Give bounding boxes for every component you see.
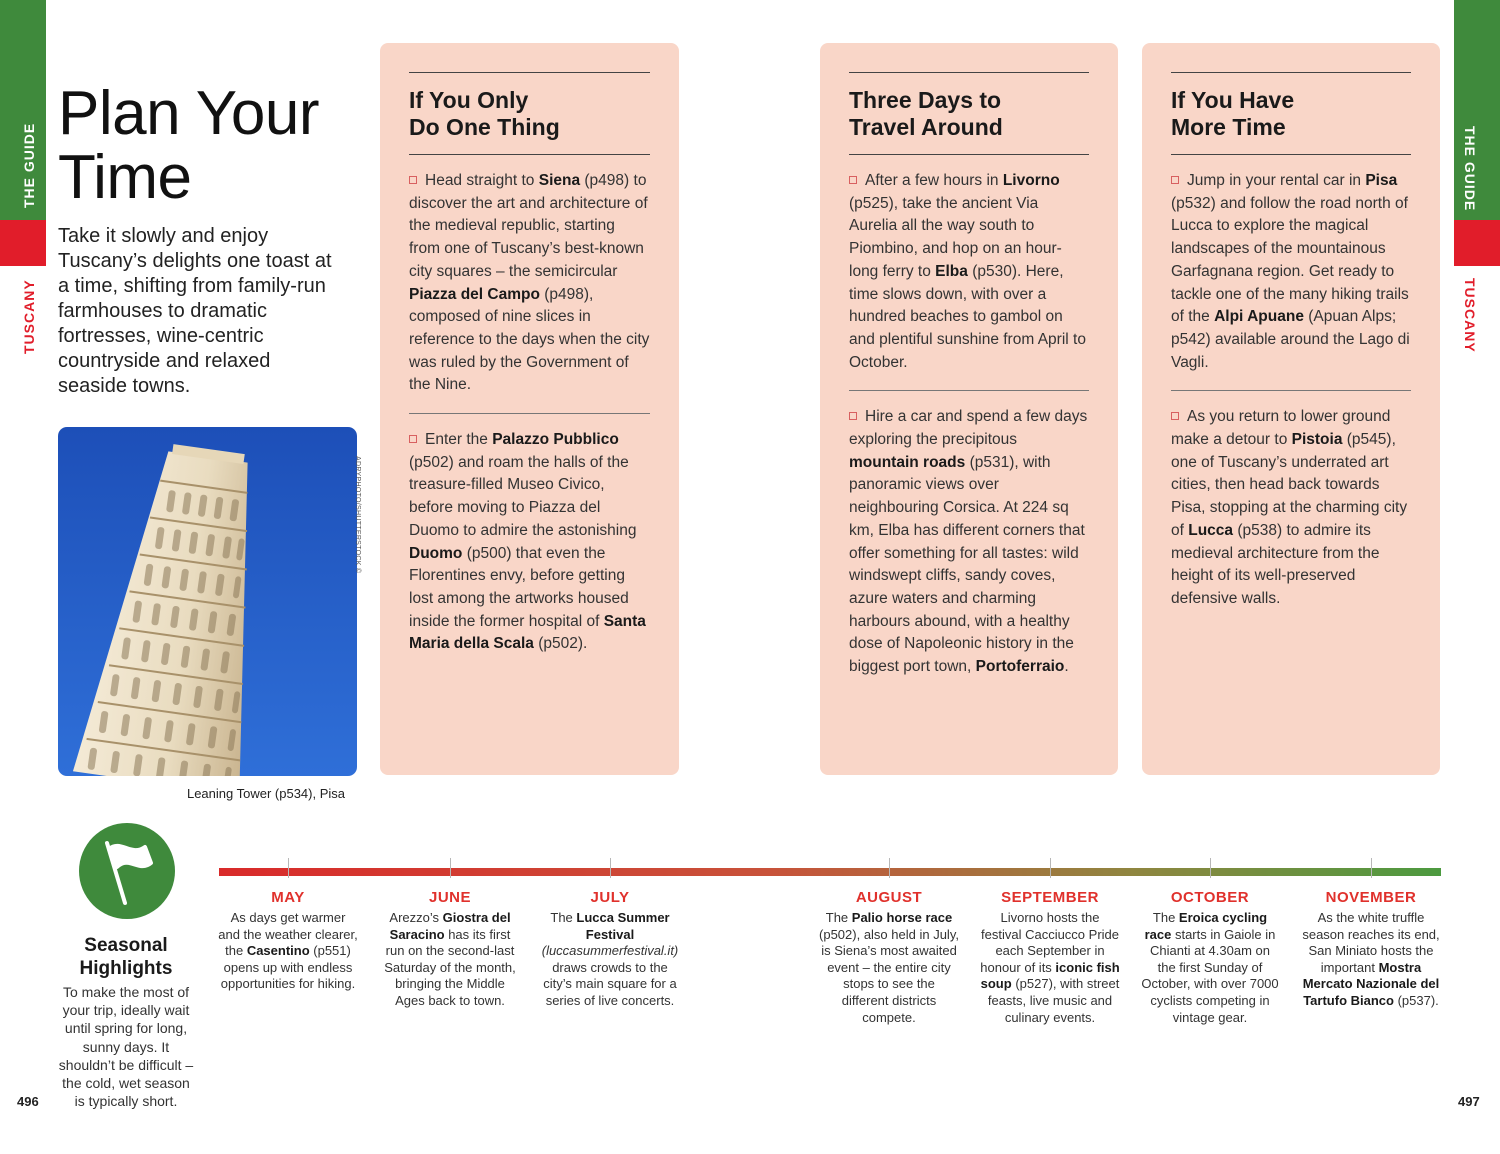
month-description [218, 910, 358, 993]
text-run: (p502). [533, 635, 588, 653]
text-run: (p545), one of Tuscany’s underrated art cities, then head back towards Pisa, stopping at the charming city of [1171, 431, 1408, 539]
text-run: (p498), composed of nine slices in reference to the days when the city was ruled by the Government of the Nine. [409, 285, 650, 394]
card-item [849, 390, 1089, 694]
card-top-rule [409, 72, 650, 73]
checkbox-bullet-icon [1171, 176, 1179, 184]
checkbox-bullet-icon [849, 412, 857, 420]
text-run: As the white truffle season reaches its end, San Miniato hosts the important [1302, 910, 1440, 975]
page-title [58, 79, 319, 212]
card-item [409, 155, 650, 413]
bold-text: Elba [935, 262, 968, 280]
text-run: The [825, 910, 852, 925]
text-run: (p525), take the ancient Via Aurelia all the way south to Piombino, and hop on an hour-long ferry to [849, 194, 1062, 280]
month-name: JULY [590, 889, 630, 906]
month-highlight [218, 889, 358, 993]
checkbox-bullet-icon [409, 176, 417, 184]
text-run: Enter the [425, 431, 493, 449]
card-items [409, 155, 650, 672]
text-run: (p538) to admire its medieval architecture from the height of its well-preserved defensive walls. [1171, 521, 1380, 607]
text-run: (p527), with street feasts, live music and culinary events. [987, 976, 1120, 1025]
card-item [849, 155, 1089, 390]
leaning-tower-illustration [58, 427, 357, 776]
page-title-line1: Plan Your [58, 79, 319, 148]
page-number-left: 496 [17, 1094, 39, 1109]
checkbox-bullet-icon [1171, 412, 1179, 420]
text-run: (p531), with panoramic views over neighbouring Corsica. At 224 sq km, Elba has different corners that offer something for all tastes: wild windswept cliffs, sandy coves, azure waters and charming harbours abound, with a healthy dose of Napoleonic history in the biggest port town, [849, 453, 1085, 676]
bold-text: Mostra Mercato Nazionale del Tartufo Bianco [1302, 959, 1440, 1008]
leaning-tower-photo [58, 427, 357, 776]
photo-credit: ADRYPHOTO/SHUTTERSTOCK © [354, 456, 361, 574]
bold-text: Palazzo Pubblico [492, 431, 619, 449]
text-run: (p532) and follow the road north of Lucca to explore the magical landscapes of the mountainous Garfagnana region. Get ready to tackle one of the many hiking trails of the [1171, 194, 1409, 326]
card-item [1171, 155, 1411, 390]
bold-text: Piazza del Campo [409, 285, 540, 303]
bold-text: Santa Maria della Scala [409, 612, 646, 653]
bold-text: Siena [538, 172, 581, 189]
month-name: JUNE [428, 889, 471, 906]
text-run: After a few hours in [865, 172, 1003, 189]
side-tab-guide-label: THE GUIDE [21, 122, 37, 208]
timeline-tick [288, 858, 289, 878]
timeline-tick [889, 858, 890, 878]
month-name: NOVEMBER [1325, 889, 1417, 906]
bold-text: Casentino [246, 943, 310, 959]
bold-text: iconic fish soup [980, 959, 1120, 992]
bold-text: Lucca Summer Festival [576, 910, 670, 942]
season-timeline [219, 868, 1441, 876]
month-description [540, 910, 680, 1010]
text-run: (p500) that even the Florentines envy, before getting lost among the artworks housed inside the former hospital of [409, 544, 629, 630]
bold-text: Palio horse race [851, 910, 953, 925]
timeline-tick [1210, 858, 1211, 878]
text-run: As you return to lower ground make a detour to [1171, 408, 1391, 449]
text-run: Arezzo’s [389, 910, 443, 925]
card-more-time [1142, 43, 1440, 775]
text-run: (p530). Here, time slows down, with over a hundred beaches to gambol on and plentiful sunshine from April to October. [849, 262, 1086, 371]
card-title: If You Have More Time [1171, 87, 1295, 140]
card-items [849, 155, 1089, 695]
text-run: (p537). [1393, 992, 1439, 1008]
text-run: . [1064, 658, 1069, 676]
month-highlight [1140, 889, 1280, 1026]
page-number-right: 497 [1458, 1094, 1480, 1109]
text-run: draws crowds to the city’s main square for a series of live concerts. [543, 959, 677, 1008]
intro-text: Take it slowly and enjoy Tuscany’s delights one toast at a time, shifting from family-run farmhouses to dramatic fortresses, wine-centric countryside and relaxed seaside towns. [58, 225, 332, 397]
side-tab-region-label-right: TUSCANY [1462, 278, 1478, 353]
checkbox-bullet-icon [409, 435, 417, 443]
text-run: Hire a car and spend a few days exploring the precipitous [849, 408, 1088, 449]
text-run: As days get warmer and the weather clearer, the [218, 910, 358, 959]
bold-text: Pisa [1365, 172, 1398, 189]
month-description [819, 910, 959, 1026]
italic-text: (luccasummerfestival.it) [541, 943, 679, 959]
card-item [409, 413, 650, 672]
month-name: AUGUST [855, 889, 923, 906]
timeline-tick [610, 858, 611, 878]
bold-text: Eroica cycling race [1144, 910, 1268, 942]
text-run: Head straight to [425, 172, 539, 189]
bold-text: Livorno [1002, 172, 1060, 189]
bold-text: Giostra del Saracino [389, 910, 511, 942]
text-run: (p551) opens up with endless opportunities for hiking. [220, 943, 356, 992]
card-title: If You Only Do One Thing [409, 87, 560, 140]
text-run: starts in Gaiole in Chianti at 4.30am on the first Sunday of October, with over 7000 cyclists competing in vintage gear. [1141, 926, 1279, 1025]
month-highlight [380, 889, 520, 1010]
bold-text: Portoferraio [975, 658, 1065, 676]
card-one-thing [380, 43, 679, 775]
month-name: OCTOBER [1170, 889, 1250, 906]
month-description [980, 910, 1120, 1026]
side-tab-region-marker [0, 220, 46, 266]
month-highlight [540, 889, 680, 1010]
text-run: (Apuan Alps; p542) available around the Lago di Vagli. [1171, 308, 1410, 371]
card-item [1171, 390, 1411, 626]
text-run: (p502), also held in July, is Siena’s most awaited event – the entire city stops to see the different districts compete. [819, 926, 959, 1025]
month-name: MAY [271, 889, 305, 906]
text-run: has its first run on the second-last Saturday of the month, bringing the Middle Ages back to town. [384, 926, 516, 1008]
seasonal-badge [79, 823, 175, 919]
text-run: Livorno hosts the festival Cacciucco Pride each September in honour of its [980, 910, 1119, 975]
seasonal-text: To make the most of your trip, ideally wait until spring for long, sunny days. It shouldn’t be difficult – the cold, wet season is typically short. [58, 984, 194, 1110]
bold-text: mountain roads [849, 453, 966, 471]
month-description [1140, 910, 1280, 1026]
side-tab-guide-label-right: THE GUIDE [1462, 126, 1478, 212]
card-top-rule [1171, 72, 1411, 73]
timeline-tick [450, 858, 451, 878]
bold-text: Duomo [409, 544, 463, 562]
month-description [1301, 910, 1441, 1010]
card-title: Three Days to Travel Around [849, 87, 1003, 140]
card-items [1171, 155, 1411, 627]
text-run: (p502) and roam the halls of the treasure-filled Museo Civico, before moving to Piazza del Duomo to admire the astonishing [409, 453, 637, 539]
side-tab-region-marker-right [1454, 220, 1500, 266]
bold-text: Lucca [1188, 521, 1234, 539]
text-run: The [550, 910, 577, 925]
card-top-rule [849, 72, 1089, 73]
timeline-tick [1371, 858, 1372, 878]
timeline-tick [1050, 858, 1051, 878]
bold-text: Pistoia [1291, 431, 1343, 449]
text-run: Jump in your rental car in [1187, 172, 1366, 189]
month-name: SEPTEMBER [1001, 889, 1099, 906]
month-highlight [980, 889, 1120, 1026]
text-run: The [1152, 910, 1179, 925]
page-title-line2: Time [58, 143, 192, 212]
card-three-days [820, 43, 1118, 775]
seasonal-title: Seasonal Highlights [79, 935, 173, 979]
month-description [380, 910, 520, 1010]
text-run: (p498) to discover the art and architecture of the medieval republic, starting from one of Tuscany’s best-known city squares – the semicircular [409, 172, 648, 280]
side-tab-region-label: TUSCANY [21, 279, 37, 354]
month-highlight [819, 889, 959, 1026]
bold-text: Alpi Apuane [1214, 308, 1304, 326]
flag-icon [79, 823, 175, 919]
photo-caption: Leaning Tower (p534), Pisa [186, 786, 345, 801]
checkbox-bullet-icon [849, 176, 857, 184]
month-highlight [1301, 889, 1441, 1010]
